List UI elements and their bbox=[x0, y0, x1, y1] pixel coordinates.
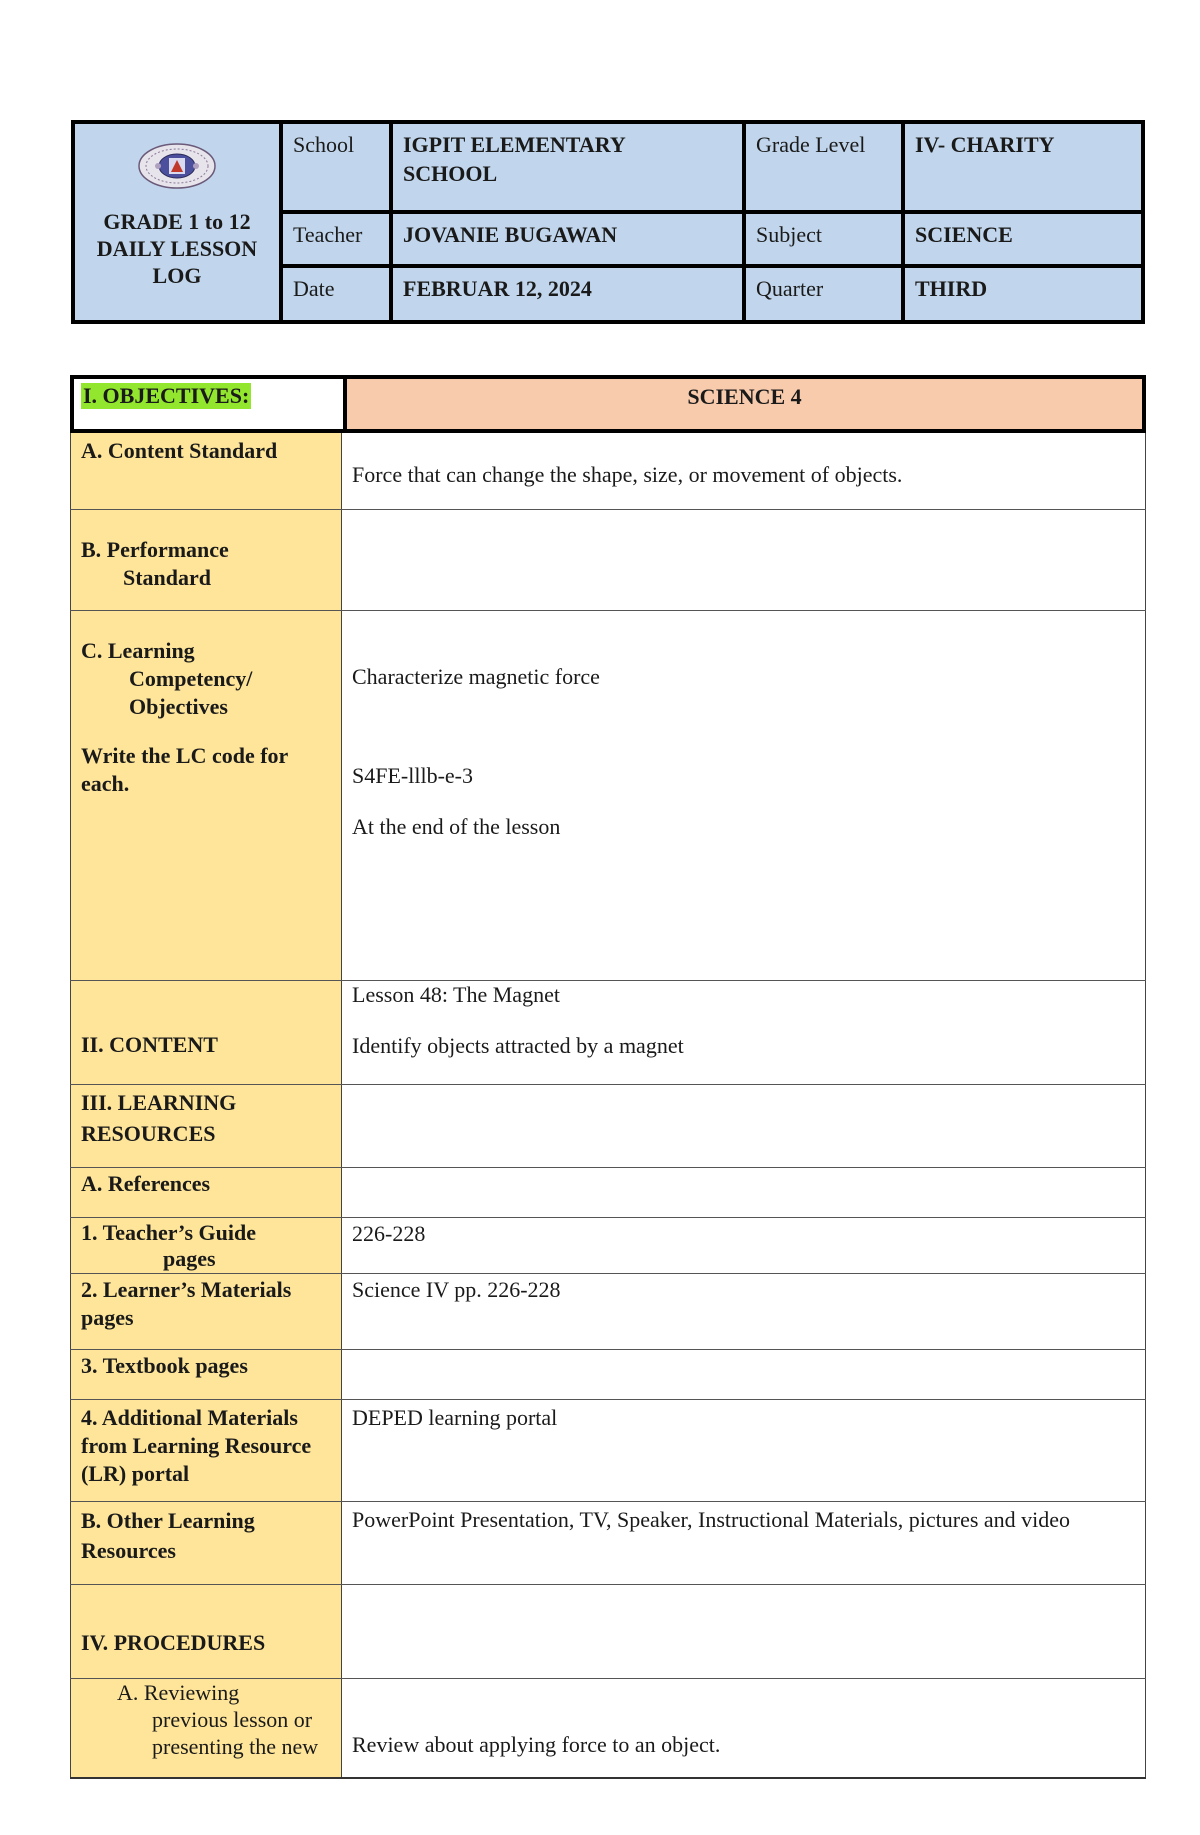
reviewing-row bbox=[70, 1679, 1146, 1779]
row-label-cell bbox=[70, 433, 342, 509]
quarter-value: THIRD bbox=[915, 276, 988, 301]
teachers-guide-row bbox=[70, 1218, 1146, 1274]
other-resources-row bbox=[70, 1502, 1146, 1585]
performance-standard-label bbox=[81, 536, 229, 592]
label-line: each. bbox=[81, 771, 130, 796]
label-line: 2. Learner’s Materials bbox=[81, 1277, 292, 1302]
row-label-cell bbox=[70, 1218, 342, 1273]
content-standard-row bbox=[70, 433, 1146, 510]
row-label-cell bbox=[70, 1679, 342, 1777]
lc-code-note bbox=[81, 742, 288, 798]
textbook-row bbox=[70, 1350, 1146, 1400]
label-line: Resources bbox=[81, 1538, 176, 1563]
label-line: B. Performance bbox=[81, 537, 229, 562]
label-line: A. Reviewing bbox=[117, 1680, 240, 1705]
row-label-cell bbox=[70, 611, 342, 980]
row-label-cell bbox=[70, 1350, 342, 1399]
label-line: C. Learning bbox=[81, 638, 195, 663]
label-line: pages bbox=[81, 1305, 134, 1330]
references-row bbox=[70, 1168, 1146, 1218]
row-label-cell bbox=[70, 981, 342, 1084]
date-value: FEBRUAR 12, 2024 bbox=[403, 276, 592, 301]
objectives-header-cell bbox=[74, 379, 343, 429]
teachers-guide-label bbox=[81, 1220, 256, 1272]
subject-header-cell bbox=[347, 379, 1142, 429]
row-value-cell bbox=[342, 1085, 1146, 1167]
row-label-cell bbox=[70, 1585, 342, 1678]
log-title-line: GRADE 1 to 12 bbox=[103, 209, 251, 234]
row-label-cell bbox=[70, 1085, 342, 1167]
label-line: Competency/ bbox=[129, 666, 253, 691]
subject-label: Subject bbox=[756, 222, 822, 247]
label-line: Standard bbox=[123, 565, 212, 590]
objectives-header-row bbox=[70, 375, 1146, 433]
log-title-line: DAILY LESSON bbox=[96, 236, 258, 261]
row-label-cell bbox=[70, 510, 342, 610]
learning-competency-label bbox=[81, 637, 252, 721]
learners-materials-row bbox=[70, 1274, 1146, 1350]
content-standard-label: A. Content Standard bbox=[81, 438, 278, 463]
objectives-label: I. OBJECTIVES: bbox=[83, 383, 250, 408]
learning-resources-label bbox=[81, 1087, 236, 1149]
row-value-cell bbox=[342, 1350, 1146, 1399]
subject-value: SCIENCE bbox=[915, 222, 1013, 247]
other-resources-label bbox=[81, 1506, 255, 1566]
lesson-title-text: Lesson 48: The Magnet bbox=[352, 982, 560, 1007]
row-value-cell bbox=[342, 1218, 1146, 1273]
learning-competency-row bbox=[70, 611, 1146, 981]
label-line: (LR) portal bbox=[81, 1461, 190, 1486]
label-line: 1. Teacher’s Guide bbox=[81, 1220, 256, 1245]
textbook-label: 3. Textbook pages bbox=[81, 1353, 248, 1378]
learners-materials-label bbox=[81, 1276, 291, 1332]
row-value-cell bbox=[342, 1502, 1146, 1584]
competency-text: Characterize magnetic force bbox=[352, 664, 600, 689]
log-title-block bbox=[75, 124, 279, 320]
grade-level-value: IV- CHARITY bbox=[915, 132, 1055, 157]
lc-code-text: S4FE-lllb-e-3 bbox=[352, 763, 473, 788]
label-line: Write the LC code for bbox=[81, 743, 289, 768]
school-value-line: IGPIT ELEMENTARY bbox=[403, 132, 626, 157]
label-line: from Learning Resource bbox=[81, 1433, 312, 1458]
label-line: previous lesson or bbox=[152, 1707, 313, 1732]
school-label: School bbox=[293, 132, 355, 157]
subject-header: SCIENCE 4 bbox=[687, 384, 802, 409]
content-standard-text: Force that can change the shape, size, or movement of objects. bbox=[352, 462, 903, 487]
deped-seal-icon bbox=[136, 142, 218, 190]
reviewing-label bbox=[117, 1679, 318, 1760]
teachers-guide-pages: 226-228 bbox=[352, 1221, 426, 1246]
row-value-cell bbox=[342, 1585, 1146, 1678]
learners-materials-text: Science IV pp. 226-228 bbox=[352, 1277, 561, 1302]
row-label-cell bbox=[70, 1400, 342, 1501]
label-line: III. LEARNING bbox=[81, 1090, 237, 1115]
learning-resources-row bbox=[70, 1085, 1146, 1168]
label-line: Objectives bbox=[129, 694, 228, 719]
date-label: Date bbox=[293, 276, 335, 301]
row-value-cell bbox=[342, 1679, 1146, 1777]
additional-materials-label bbox=[81, 1404, 311, 1488]
lesson-topic-text: Identify objects attracted by a magnet bbox=[352, 1033, 684, 1058]
log-title bbox=[75, 208, 279, 289]
grade-level-label: Grade Level bbox=[756, 132, 866, 157]
teacher-value: JOVANIE BUGAWAN bbox=[403, 222, 618, 247]
content-row bbox=[70, 981, 1146, 1085]
row-label-cell bbox=[70, 1274, 342, 1349]
additional-materials-row bbox=[70, 1400, 1146, 1502]
teacher-label: Teacher bbox=[293, 222, 363, 247]
references-label: A. References bbox=[81, 1171, 211, 1196]
performance-standard-row bbox=[70, 510, 1146, 611]
row-label-cell bbox=[70, 1168, 342, 1217]
other-resources-text: PowerPoint Presentation, TV, Speaker, Instructional Materials, pictures and video bbox=[352, 1507, 1071, 1532]
reviewing-text: Review about applying force to an object. bbox=[352, 1732, 721, 1757]
label-line: presenting the new bbox=[152, 1734, 319, 1759]
procedures-label: IV. PROCEDURES bbox=[81, 1630, 266, 1655]
content-label: II. CONTENT bbox=[81, 1032, 218, 1057]
procedures-row bbox=[70, 1585, 1146, 1679]
row-value-cell bbox=[342, 1400, 1146, 1501]
quarter-label: Quarter bbox=[756, 276, 824, 301]
lesson-log-header bbox=[71, 120, 1145, 324]
label-line: 4. Additional Materials bbox=[81, 1405, 298, 1430]
row-value-cell bbox=[342, 981, 1146, 1084]
lesson-end-text: At the end of the lesson bbox=[352, 814, 561, 839]
school-value bbox=[393, 124, 742, 194]
row-value-cell bbox=[342, 510, 1146, 610]
school-value-line: SCHOOL bbox=[403, 161, 498, 186]
row-value-cell bbox=[342, 611, 1146, 980]
row-label-cell bbox=[70, 1502, 342, 1584]
label-line: RESOURCES bbox=[81, 1121, 216, 1146]
row-value-cell bbox=[342, 1168, 1146, 1217]
row-value-cell bbox=[342, 433, 1146, 509]
label-line: pages bbox=[163, 1246, 216, 1271]
additional-materials-text: DEPED learning portal bbox=[352, 1405, 558, 1430]
label-line: B. Other Learning bbox=[81, 1508, 255, 1533]
log-title-line: LOG bbox=[152, 263, 202, 288]
row-value-cell bbox=[342, 1274, 1146, 1349]
